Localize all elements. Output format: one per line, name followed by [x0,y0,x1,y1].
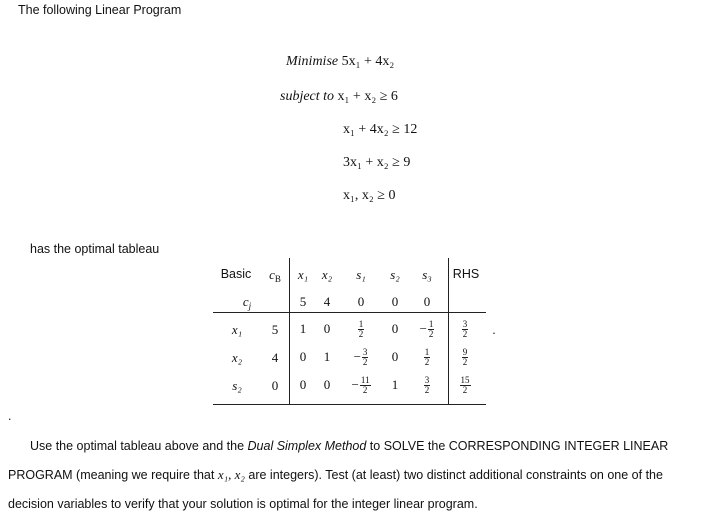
tableau-divider-rhs [448,258,449,405]
header-s1: s₁ [356,267,366,282]
instruction-line-3: decision variables to verify that your solution is optimal for the integer linear program. [8,497,478,511]
lp-nonnegativity: x₁, x₂ ≥ 0 [343,188,396,203]
row-basic-var: s₂ [232,378,242,393]
row-cb: 5 [271,322,279,337]
tableau-intro: has the optimal tableau [30,242,160,256]
header-rhs: RHS [452,267,480,281]
cj-x2: 4 [323,294,331,309]
row-basic-var: x₂ [231,350,243,365]
cj-label: $c_j$ [242,294,252,311]
header-x2: x₂ [321,267,333,282]
cj-s3: 0 [423,294,431,309]
header-basic: Basic [220,267,252,281]
header-s3: s₃ [422,267,432,282]
row-coefficient: − $\frac{11}{2}$ [351,374,370,395]
lp-constraint-1: subject to x₁ + x₂ ≥ 6 [280,89,398,104]
row-coefficient: $\frac{3}{2}$ [424,374,430,395]
lp-constraint-2: x₁ + 4x₂ ≥ 12 [343,122,418,137]
intro-text: The following Linear Program [18,3,182,17]
tableau-bottom-rule [213,404,486,405]
row-basic-var: x₁ [231,322,243,337]
tableau-header-rule [213,312,486,313]
cj-s2: 0 [391,294,399,309]
row-coefficient: − $\frac{1}{2}$ [419,318,434,339]
row-rhs: $\frac{15}{2}$ [460,374,470,395]
tableau-trailing-period: . [492,322,496,337]
row-coefficient: 1 [299,321,307,336]
row-coefficient: $\frac{1}{2}$ [424,346,430,367]
lp-objective: Minimise 5x₁ + 4x₂ [286,54,395,69]
header-cb: $c_B$ [269,267,281,284]
row-coefficient: 0 [299,349,307,364]
row-coefficient: − $\frac{3}{2}$ [353,346,368,367]
row-coefficient: 0 [391,349,399,364]
cj-s1: 0 [357,294,365,309]
row-rhs: $\frac{9}{2}$ [462,346,468,367]
header-x1: x₁ [297,267,309,282]
row-rhs: $\frac{3}{2}$ [462,318,468,339]
row-cb: 0 [271,378,279,393]
row-coefficient: 0 [323,321,331,336]
row-coefficient: 1 [391,377,399,392]
instruction-line-2: PROGRAM (meaning we require that x₁, x₂ are integers). Test (at least) two distinct additional constraints on one of the [8,467,663,482]
lp-constraint-3: 3x₁ + x₂ ≥ 9 [343,155,411,170]
row-cb: 4 [271,350,279,365]
row-coefficient: 0 [391,321,399,336]
row-coefficient: 0 [299,377,307,392]
row-coefficient: 1 [323,349,331,364]
row-coefficient: 0 [323,377,331,392]
optimal-tableau [213,258,496,406]
header-s2: s₂ [390,267,400,282]
row-coefficient: $\frac{1}{2}$ [358,318,364,339]
instruction-line-1: Use the optimal tableau above and the Dual Simplex Method to SOLVE the CORRESPONDING INTEGER LINEAR [30,439,669,453]
bullet-dot: . [8,409,12,423]
cj-x1: 5 [299,294,307,309]
